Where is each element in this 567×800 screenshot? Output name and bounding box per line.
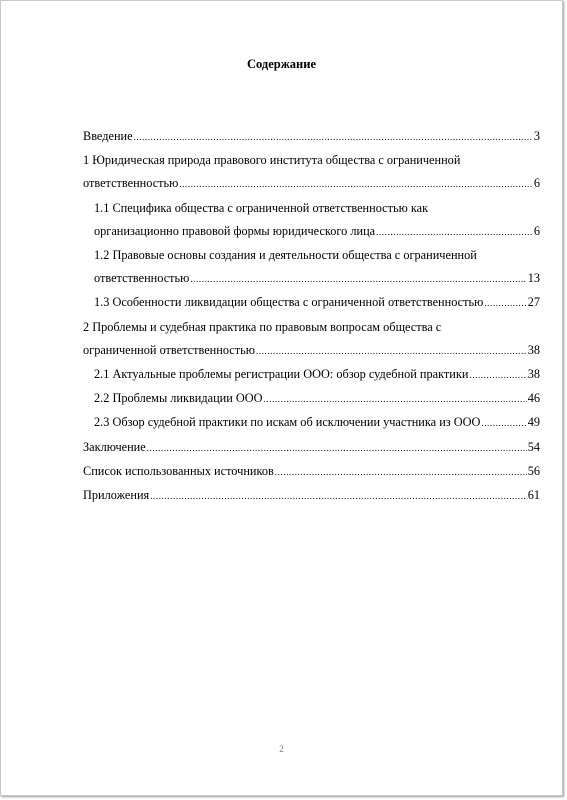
- toc-entry[interactable]: [83, 460, 540, 484]
- toc-entry[interactable]: [83, 172, 540, 196]
- toc-entry[interactable]: [83, 436, 540, 460]
- toc-entry[interactable]: [83, 291, 540, 315]
- toc-entry-label: 2.1 Актуальные проблемы регистрации ООО: обзор судебной практики: [94, 367, 469, 382]
- toc-leader-dots: [469, 364, 526, 387]
- toc-leader-dots: [481, 412, 526, 435]
- toc-leader-dots: [256, 340, 527, 363]
- toc-entry-label: организационно правовой формы юридического лица: [94, 223, 376, 238]
- toc-page-number: 27: [527, 295, 540, 310]
- toc-entry-first-line[interactable]: 2 Проблемы и судебная практика по правовым вопросам общества с: [83, 319, 442, 334]
- toc-entry-label: ограниченной ответственностью: [83, 342, 255, 357]
- toc-leader-dots: [190, 268, 526, 291]
- toc-page-number: 38: [527, 367, 540, 382]
- toc-entry-label: Введение: [83, 129, 133, 143]
- toc-leader-dots: [150, 485, 527, 508]
- toc-entry-first-line[interactable]: 1.2 Правовые основы создания и деятельности общества с ограниченной: [94, 248, 477, 263]
- toc-page-number: 61: [527, 488, 540, 503]
- table-of-contents: [83, 125, 540, 508]
- toc-entry-label: Список использованных источников: [83, 463, 274, 478]
- toc-entry-label: Заключение: [83, 439, 146, 454]
- toc-entry-label: 2.3 Обзор судебной практики по искам об исключении участника из ООО: [94, 415, 481, 430]
- toc-entry-label: Приложения: [83, 488, 150, 503]
- toc-page-number: 49: [527, 415, 540, 430]
- toc-entry-first-line[interactable]: 1.1 Специфика общества с ограниченной ответственностью как: [94, 200, 429, 215]
- toc-leader-dots: [134, 126, 533, 149]
- toc-page-number: 54: [527, 439, 540, 454]
- toc-entry-first-line[interactable]: 1 Юридическая природа правового института общества с ограниченной: [83, 153, 461, 168]
- toc-leader-dots: [275, 461, 527, 484]
- toc-entry[interactable]: [83, 484, 540, 508]
- toc-entry[interactable]: [83, 125, 540, 149]
- toc-page-number: 6: [533, 176, 540, 191]
- toc-entry-label: 1.3 Особенности ликвидации общества с ограниченной ответственностью: [94, 295, 484, 310]
- toc-page-number: 56: [527, 463, 540, 478]
- toc-entry[interactable]: [83, 387, 540, 411]
- toc-entry-label: ответственностью: [94, 271, 190, 286]
- toc-leader-dots: [376, 221, 533, 244]
- toc-leader-dots: [147, 437, 527, 460]
- toc-page-number: 46: [527, 391, 540, 406]
- toc-page-number: 3: [533, 129, 540, 143]
- toc-page-number: 6: [533, 223, 540, 238]
- page-number: 2: [279, 744, 284, 754]
- toc-leader-dots: [179, 173, 533, 196]
- page-title: Содержание: [246, 57, 316, 71]
- toc-leader-dots: [484, 292, 526, 315]
- toc-entry[interactable]: [83, 363, 540, 387]
- toc-page-number: 38: [527, 342, 540, 357]
- toc-entry-label: ответственностью: [83, 176, 179, 191]
- toc-entry-label: 2.2 Проблемы ликвидации ООО: [94, 391, 263, 406]
- toc-entry[interactable]: [83, 220, 540, 244]
- toc-leader-dots: [264, 388, 527, 411]
- toc-page-number: 13: [527, 271, 540, 286]
- toc-entry[interactable]: [83, 267, 540, 291]
- toc-entry[interactable]: [83, 339, 540, 363]
- toc-entry[interactable]: [83, 411, 540, 435]
